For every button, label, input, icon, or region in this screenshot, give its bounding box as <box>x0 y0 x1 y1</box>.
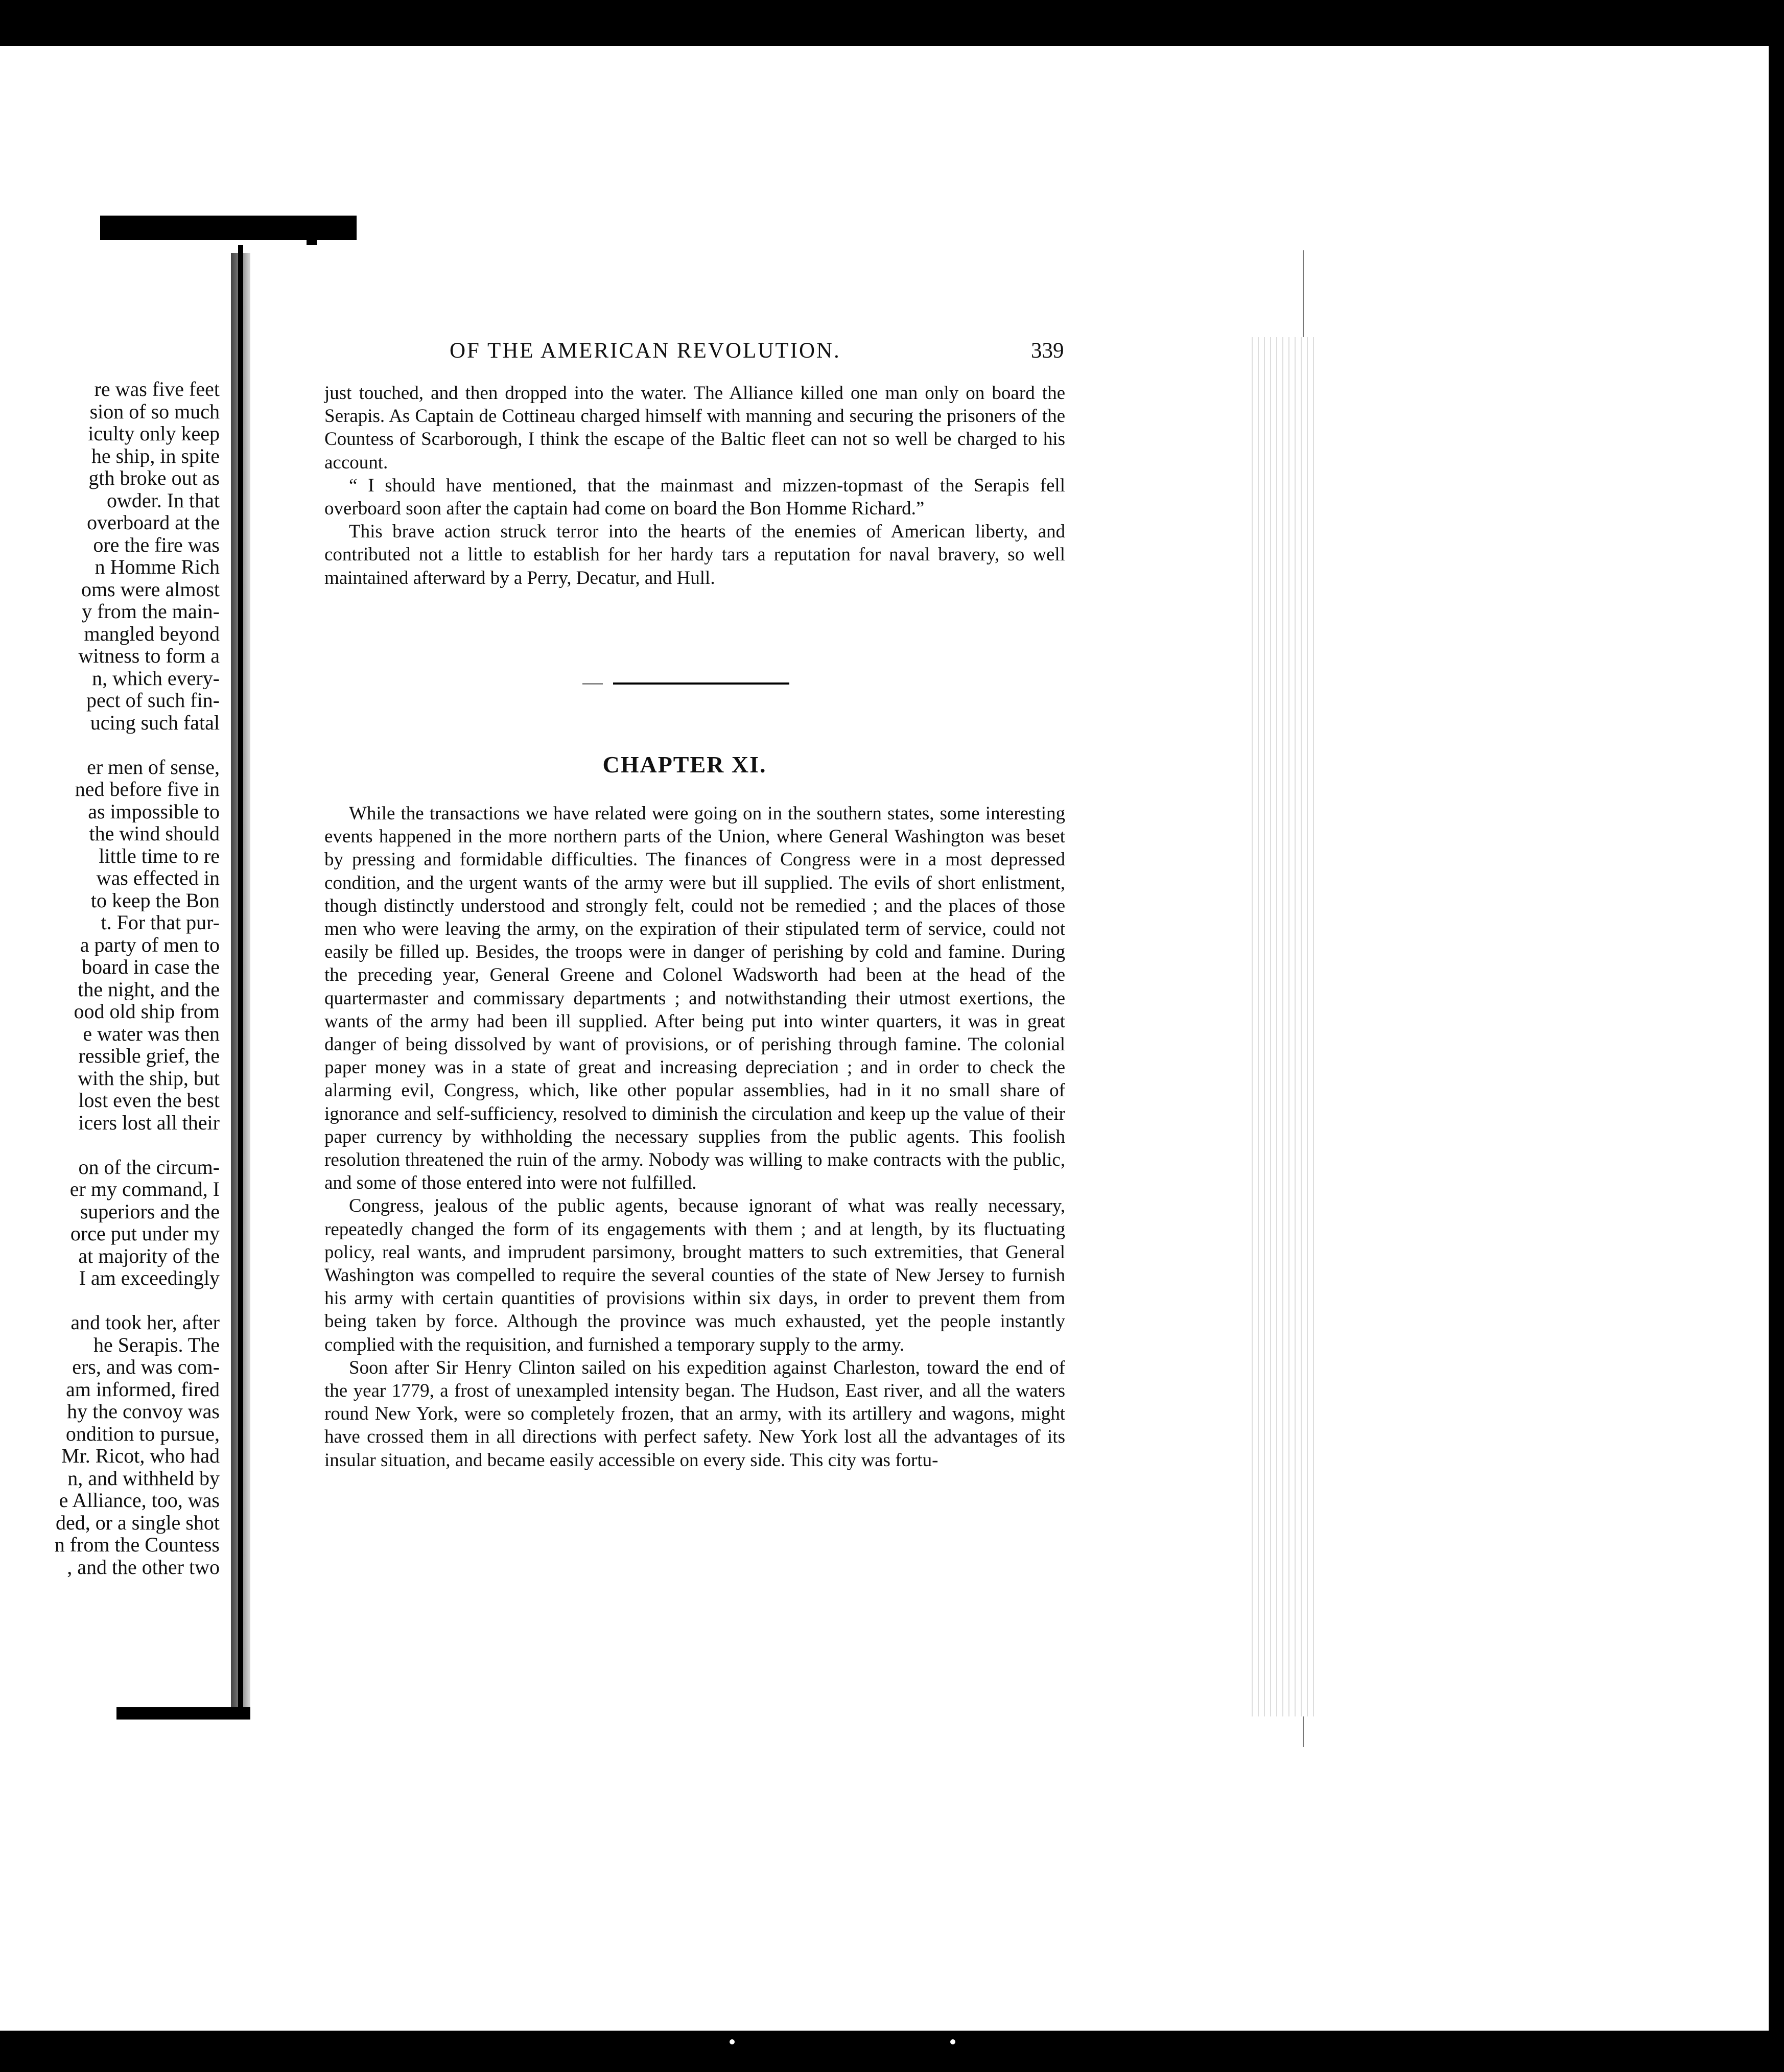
facing-page-line: ned before five in <box>75 778 220 800</box>
facing-page-line: on of the circum- <box>78 1156 220 1178</box>
paragraph: Soon after Sir Henry Clinton sailed on his expedition against Charleston, toward the end of the year 1779, a frost of unexampled intensity began. The Hudson, East river, and all the waters round New York, were so completely frozen, that an army, with its artillery and wagons, might have crossed them in all directions with perfect safety. New York lost all the advantages of its insular situation, and became easily accessible on every side. This city was fortu- <box>324 1357 1065 1471</box>
facing-page-line: er men of sense, <box>87 756 220 778</box>
facing-page-line: hy the convoy was <box>67 1400 220 1423</box>
facing-page-line: icers lost all their <box>78 1111 220 1134</box>
facing-page-line: I am exceedingly <box>79 1267 220 1289</box>
facing-page-line: oms were almost <box>81 578 220 600</box>
facing-page-line: the night, and the <box>78 978 220 1000</box>
facing-page-line: and took her, after <box>71 1311 220 1334</box>
facing-page-line: am informed, fired <box>66 1378 220 1400</box>
book-clamp-top <box>100 216 357 240</box>
facing-page-line: n from the Countess <box>54 1534 220 1556</box>
facing-page-line: t. For that pur- <box>101 911 220 934</box>
facing-page-line: a party of men to <box>80 933 220 956</box>
continuation-text <box>324 382 1065 590</box>
paragraph: just touched, and then dropped into the water. The Alliance killed one man only on board the Serapis. As Captain de Cottineau charged himself with manning and securing the prisoners of the Countess of Scarborough, I think the escape of the Baltic fleet can not so well be charged to his account. <box>324 383 1065 473</box>
facing-page-line <box>0 1289 220 1312</box>
film-border-bottom <box>0 2031 1784 2072</box>
facing-page-line: e water was then <box>83 1022 220 1045</box>
facing-page-line: , and the other two <box>67 1556 220 1578</box>
facing-page-line: owder. In that <box>106 489 220 511</box>
facing-page-line: little time to re <box>99 844 220 867</box>
facing-page-line: e Alliance, too, was <box>59 1489 220 1512</box>
facing-page-line: sion of so much <box>89 400 220 422</box>
facing-page-line: witness to form a <box>78 645 220 667</box>
facing-page-line: er my command, I <box>69 1178 220 1200</box>
paragraph: “ I should have mentioned, that the mainmast and mizzen-topmast of the Serapis fell overboard soon after the captain had come on board the Bon Homme Richard.” <box>324 475 1065 520</box>
film-sprocket-hole <box>730 2039 735 2044</box>
facing-page-line: to keep the Bon <box>90 889 220 911</box>
facing-page-line: ers, and was com- <box>72 1356 220 1378</box>
facing-page-line: with the ship, but <box>78 1067 220 1089</box>
page-number: 339 <box>1031 339 1064 363</box>
facing-page-line: he ship, in spite <box>91 444 220 467</box>
facing-page-line: ood old ship from <box>74 1000 220 1023</box>
facing-page-line: ucing such fatal <box>90 711 220 734</box>
film-border-right <box>1769 46 1784 2031</box>
facing-page-line: n, which every- <box>92 667 220 689</box>
facing-page-line: y from the main- <box>82 600 220 623</box>
book-spine <box>238 245 243 1716</box>
facing-page-line: ondition to pursue, <box>65 1422 220 1445</box>
facing-page-line: iculty only keep <box>88 422 220 445</box>
facing-page-line: the wind should <box>89 822 220 845</box>
facing-page-line: gth broke out as <box>88 467 220 489</box>
facing-page-line: overboard at the <box>87 511 220 534</box>
facing-page-line: re was five feet <box>94 378 220 401</box>
facing-page-line: was effected in <box>96 867 220 889</box>
facing-page-line: ded, or a single shot <box>55 1511 220 1534</box>
facing-page-line: n Homme Rich <box>95 556 220 578</box>
paragraph: While the transactions we have related were going on in the southern states, some interesting events happened in the more northern parts of the Union, where General Washington was beset by pressing and formidable difficulties. The finances of Congress were in a most depressed condition, and the urgent wants of the army were but ill supplied. The evils of short enlistment, though distinctly understood and strongly felt, could not be remedied ; and the places of those men who were leaving the army, on the expiration of their stipulated term of service, could not easily be filled up. Besides, the troops were in danger of perishing by cold and famine. During the preceding year, General Greene and Colonel Wadsworth had been at the head of the quartermaster and commissary departments ; and notwithstanding their utmost exertions, the wants of the army had been ill supplied. After being put into winter quarters, it was in great danger of being dissolved by want of provisions, or of perishing through famine. The colonial paper money was in a state of great and increasing depreciation ; and in order to check the alarming evil, Congress, which, like other popular assemblies, had in it no small share of ignorance and self-sufficiency, resolved to diminish the circulation and keep up the value of their paper currency by withholding the necessary supplies from the public agents. This foolish resolution threatened the ruin of the army. Nobody was willing to make contracts with the public, and some of those entered into were not fulfilled. <box>324 803 1065 1194</box>
paragraph: Congress, jealous of the public agents, because ignorant of what was really necessary, repeatedly changed the form of its engagements with them ; and at length, by its fluctuating policy, real wants, and imprudent parsimony, brought matters to such extremities, that General Washington was compelled to require the several counties of the state of New Jersey to furnish his army with certain quantities of provisions within six days, in order to prevent them from being taken by force. Although the province was much exhausted, yet the people instantly complied with the requisition, and furnished a temporary supply to the army. <box>324 1195 1065 1355</box>
book-clamp-top-stub <box>307 235 317 245</box>
facing-page-line: superiors and the <box>80 1200 220 1222</box>
facing-page-line <box>0 1134 220 1156</box>
paragraph: This brave action struck terror into the hearts of the enemies of American liberty, and contributed not a little to establish for her hardy tars a reputation for naval bravery, so well maintained afterward by a Perry, Decatur, and Hull. <box>324 521 1065 588</box>
facing-page-line: board in case the <box>82 956 220 978</box>
facing-page-line: Mr. Ricot, who had <box>61 1445 220 1467</box>
chapter-title: CHAPTER XI. <box>602 751 767 778</box>
section-rule-stub <box>582 683 603 685</box>
film-sprocket-hole <box>950 2039 955 2044</box>
film-border-top <box>0 0 1784 46</box>
facing-page-line: as impossible to <box>88 800 220 822</box>
facing-page-line: lost even the best <box>78 1089 220 1112</box>
facing-page-line: ore the fire was <box>93 533 220 556</box>
facing-page-line: ressible grief, the <box>78 1045 220 1067</box>
facing-page-line: orce put under my <box>70 1222 220 1245</box>
facing-page-line: he Serapis. The <box>93 1333 220 1356</box>
section-rule <box>613 682 789 685</box>
page-edges <box>1247 337 1318 1716</box>
facing-page-line: at majority of the <box>78 1244 220 1267</box>
facing-page-text <box>0 378 220 1578</box>
facing-page-line: mangled beyond <box>84 622 220 645</box>
chapter-text <box>324 802 1065 1472</box>
running-head: OF THE AMERICAN REVOLUTION. <box>450 339 841 363</box>
facing-page-line <box>0 734 220 756</box>
facing-page-line: n, and withheld by <box>67 1467 220 1489</box>
facing-page-line: pect of such fin- <box>86 689 220 712</box>
